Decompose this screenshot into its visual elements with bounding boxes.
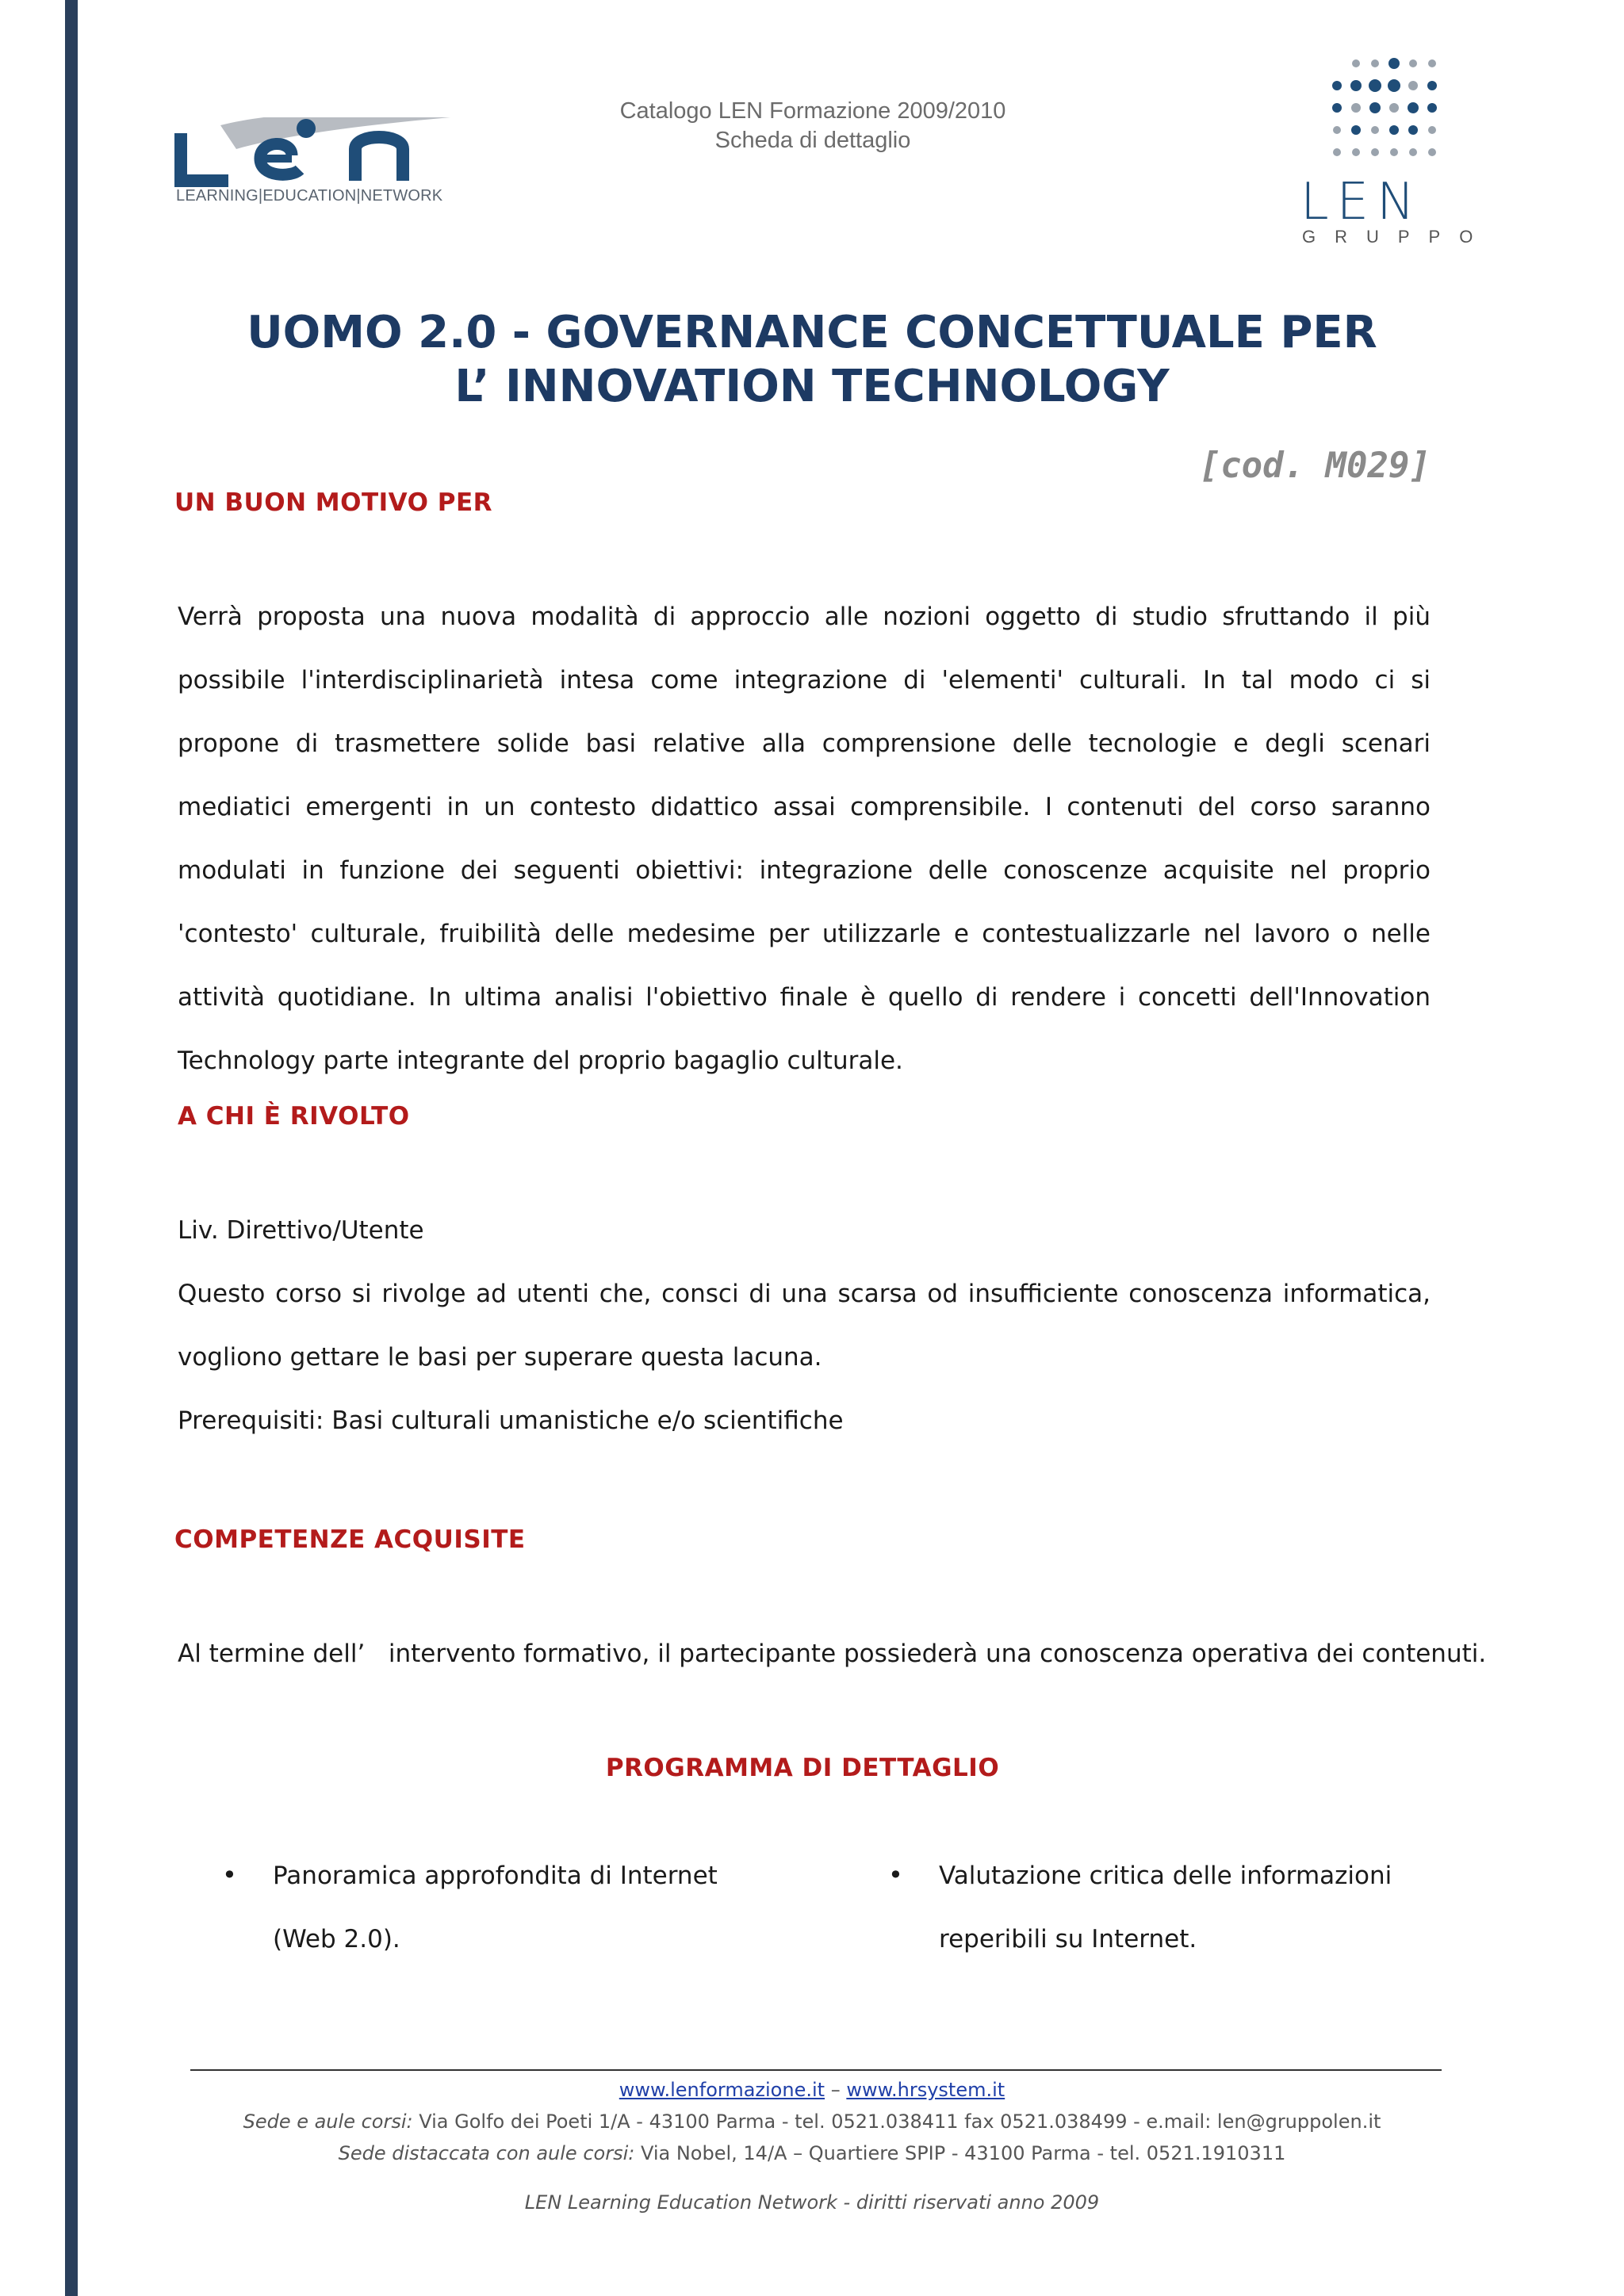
len-gruppo-logo xyxy=(1285,54,1492,260)
course-title xyxy=(95,306,1529,414)
section-heading-programma: PROGRAMMA DI DETTAGLIO xyxy=(605,1754,1000,1782)
bullet-dot: • xyxy=(222,1860,237,1890)
dot-grid-icon xyxy=(1308,54,1499,165)
footer-distaccata-text: Via Nobel, 14/A – Quartiere SPIP - 43100 Parma - tel. 0521.1910311 xyxy=(634,2142,1286,2164)
len-logo-left xyxy=(173,62,466,209)
footer-distaccata xyxy=(95,2142,1529,2164)
program-item-line2: (Web 2.0). xyxy=(273,1925,400,1954)
course-title-line2: L’ INNOVATION TECHNOLOGY xyxy=(454,361,1170,412)
left-page-border xyxy=(65,0,78,2296)
logo-tagline: LEARNING|EDUCATION|NETWORK xyxy=(176,187,443,205)
footer-links xyxy=(95,2079,1529,2101)
course-code: [cod. M029] xyxy=(1199,446,1431,486)
section-heading-competenze: COMPETENZE ACQUISITE xyxy=(174,1525,526,1554)
footer-sede-text: Via Golfo dei Poeti 1/A - 43100 Parma - tel. 0521.038411 fax 0521.038499 - e.mail: len@gruppolen.it xyxy=(412,2110,1381,2133)
program-item-line2: reperibili su Internet. xyxy=(939,1925,1197,1954)
section-body-motivo: Verrà proposta una nuova modalità di approccio alle nozioni oggetto di studio sfruttando il più possibile l'interdisciplinarietà intesa come integrazione di 'elementi' culturali. In tal modo ci si propone di trasmettere solide basi relative alla comprensione delle tecnologie e degli scenari mediatici emergenti in un contesto didattico assai comprensibile. I contenuti del corso saranno modulati in funzione dei seguenti obiettivi: integrazione delle conoscenze acquisite nel proprio 'contesto' culturale, fruibilità delle medesime per utilizzarle e contestualizzarle nel lavoro o nelle attività quotidiane. In ultima analisi l'obiettivo finale è quello di rendere i concetti dell'Innovation Technology parte integrante del proprio bagaglio culturale. xyxy=(178,603,1431,1075)
logo-right-subtitle: GRUPPO xyxy=(1302,227,1492,247)
footer-divider xyxy=(190,2069,1442,2071)
section-body-rivolto: Questo corso si rivolge ad utenti che, consci di una scarsa od insufficiente conoscenza informatica, vogliono gettare le basi per superare questa lacuna. xyxy=(178,1280,1431,1372)
course-title-line1: UOMO 2.0 - GOVERNANCE CONCETTUALE PER xyxy=(247,307,1377,358)
footer-sede-label: Sede e aule corsi: xyxy=(243,2110,413,2133)
program-item-line1: Panoramica approfondita di Internet xyxy=(273,1862,718,1890)
target-level: Liv. Direttivo/Utente xyxy=(178,1216,424,1245)
catalog-header xyxy=(555,97,1071,155)
catalog-title: Catalogo LEN Formazione 2009/2010 xyxy=(619,98,1006,124)
section-body-competenze: Al termine dell’ intervento formativo, il partecipante possiederà una conoscenza operativa dei contenuti. xyxy=(178,1640,1487,1668)
logo-right-word: LEN xyxy=(1300,173,1423,232)
footer-distaccata-label: Sede distaccata con aule corsi: xyxy=(338,2142,635,2164)
program-item-line1: Valutazione critica delle informazioni xyxy=(939,1862,1392,1890)
section-heading-rivolto: A CHI È RIVOLTO xyxy=(178,1102,410,1131)
lenformazione-link[interactable]: www.lenformazione.it xyxy=(619,2079,825,2101)
section-heading-motivo: UN BUON MOTIVO PER xyxy=(174,488,493,517)
catalog-subtitle: Scheda di dettaglio xyxy=(714,128,911,153)
footer-rights: LEN Learning Education Network - diritti riservati anno 2009 xyxy=(524,2191,1100,2214)
program-item xyxy=(273,1844,718,1971)
program-item xyxy=(939,1844,1392,1971)
prerequisites: Prerequisiti: Basi culturali umanistiche e/o scientifiche xyxy=(178,1406,844,1435)
bullet-dot: • xyxy=(888,1860,903,1890)
hrsystem-link[interactable]: www.hrsystem.it xyxy=(846,2079,1005,2101)
footer-separator: – xyxy=(830,2079,841,2101)
len-logo-mark-icon xyxy=(173,117,458,189)
footer-sede xyxy=(95,2110,1529,2133)
